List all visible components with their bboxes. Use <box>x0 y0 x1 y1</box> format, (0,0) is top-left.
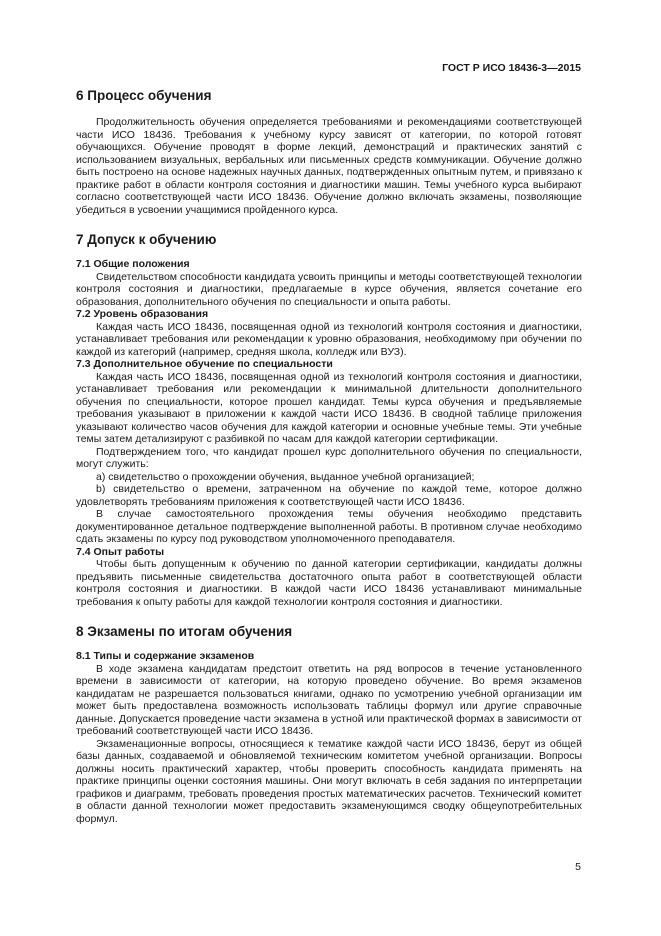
section-8-title: 8 Экзамены по итогам обучения <box>76 624 293 639</box>
section-6-title: 6 Процесс обучения <box>76 88 212 103</box>
page-number: 5 <box>575 861 581 873</box>
document-header: ГОСТ Р ИСО 18436-3—2015 <box>442 62 581 74</box>
subsection-7-1-title: 7.1 Общие положения <box>76 258 190 270</box>
section-7-title: 7 Допуск к обучению <box>76 232 217 247</box>
subsection-8-1-paragraph-1: В ходе экзамена кандидатам предстоит ответить на ряд вопросов в течение установленного времени в зависимости от категории, на которую проведено обучение. Во время экзаменов кандидатам не разрешается пользоваться книгами, однако по усмотрению учебной организации им может быть предоставлена возможность использовать таблицы формул или другие справочные данные. Допускается проведение части экзамена в устной или практической формах в зависимости от требований соответствующей части ИСО 18436. <box>76 662 582 737</box>
subsection-7-2-paragraph: Каждая часть ИСО 18436, посвященная одной из технологий контроля состояния и диагностики, устанавливает требования или рекомендации к уровню образования, необходимому при обучении по каждой из категорий (например, средняя школа, колледж или ВУЗ). <box>76 320 582 358</box>
subsection-7-3-paragraph-3: В случае самостоятельного прохождения темы обучения необходимо представить документированное детальное подтверждение выполненной работы. В противном случае необходимо сдать экзамены по курсу под руководством уполномоченного преподавателя. <box>76 508 582 545</box>
subsection-7-2-title: 7.2 Уровень образования <box>76 308 209 320</box>
subsection-7-3-paragraph-1: Каждая часть ИСО 18436, посвященная одной из технологий контроля состояния и диагностики, устанавливает требования или рекомендации к минимальной длительности дополнительного обучения по специальности, которое прошел кандидат. Темы курса обучения и предъявляемые требования указывают в приложении к каждой части ИСО 18436. В сводной таблице приложения указывают количество часов обучения для каждой категории и основные учебные темы. Эти учебные темы затем детализируют с разбивкой по часам для каждой категории сертификации. <box>76 370 582 445</box>
subsection-8-1-title: 8.1 Типы и содержание экзаменов <box>76 650 255 662</box>
page-content <box>76 86 582 825</box>
subsection-8-1-paragraph-2: Экзаменационные вопросы, относящиеся к тематике каждой части ИСО 18436, берут из общей базы данных, создаваемой и обновляемой техническим комитетом учебной организации. Вопросы должны носить практический характер, чтобы проверить способность кандидата применять на практике принципы оценки состояния машины. Они могут включать в себя задания по интерпретации графиков и диаграмм, требовать проведения простых математических расчетов. Технический комитет в области данной технологии может предоставить экзаменующимся сводку общеупотребительных формул. <box>76 737 582 825</box>
list-item-b: b) свидетельство о времени, затраченном на обучение по каждой теме, которое должно удовлетворять требованиям приложения к соответствующей части ИСО 18436. <box>76 483 582 508</box>
section-6-paragraph: Продолжительность обучения определяется требованиями и рекомендациями соответствующей части ИСО 18436. Требования к учебному курсу зависят от категории, по которой готовят обучающихся. Обучение проводят в форме лекций, демонстраций и практических занятий с использованием визуальных, вербальных или письменных средств коммуникации. Обучение должно быть построено на основе надежных научных данных, подтвержденных опытным путем, и привязано к практике работ в области контроля состояния и диагностики машин. Темы учебного курса выбирают согласно соответствующей части ИСО 18436. Обучение должно включать экзамены, позволяющие убедиться в усвоении учащимися пройденного курса. <box>76 116 582 216</box>
subsection-7-3-paragraph-2: Подтверждением того, что кандидат прошел курс дополнительного обучения по специальности, могут служить: <box>76 445 582 470</box>
subsection-7-1-paragraph: Свидетельством способности кандидата усвоить принципы и методы соответствующей технологии контроля состояния и диагностики, предлагаемые в курсе обучения, является сочетание его образования, дополнительного обучения по специальности и опыта работы. <box>76 270 582 308</box>
subsection-7-3-title: 7.3 Дополнительное обучение по специальности <box>76 358 333 370</box>
subsection-7-4-paragraph: Чтобы быть допущенным к обучению по данной категории сертификации, кандидаты должны предъявить письменные свидетельства достаточного опыта работ в соответствующей области контроля состояния и диагностики. В каждой части ИСО 18436 устанавливают минимальные требования к опыту работы для каждой технологии контроля состояния и диагностики. <box>76 558 582 608</box>
list-item-a: a) свидетельство о прохождении обучения, выданное учебной организацией; <box>96 470 475 483</box>
subsection-7-4-title: 7.4 Опыт работы <box>76 545 165 558</box>
